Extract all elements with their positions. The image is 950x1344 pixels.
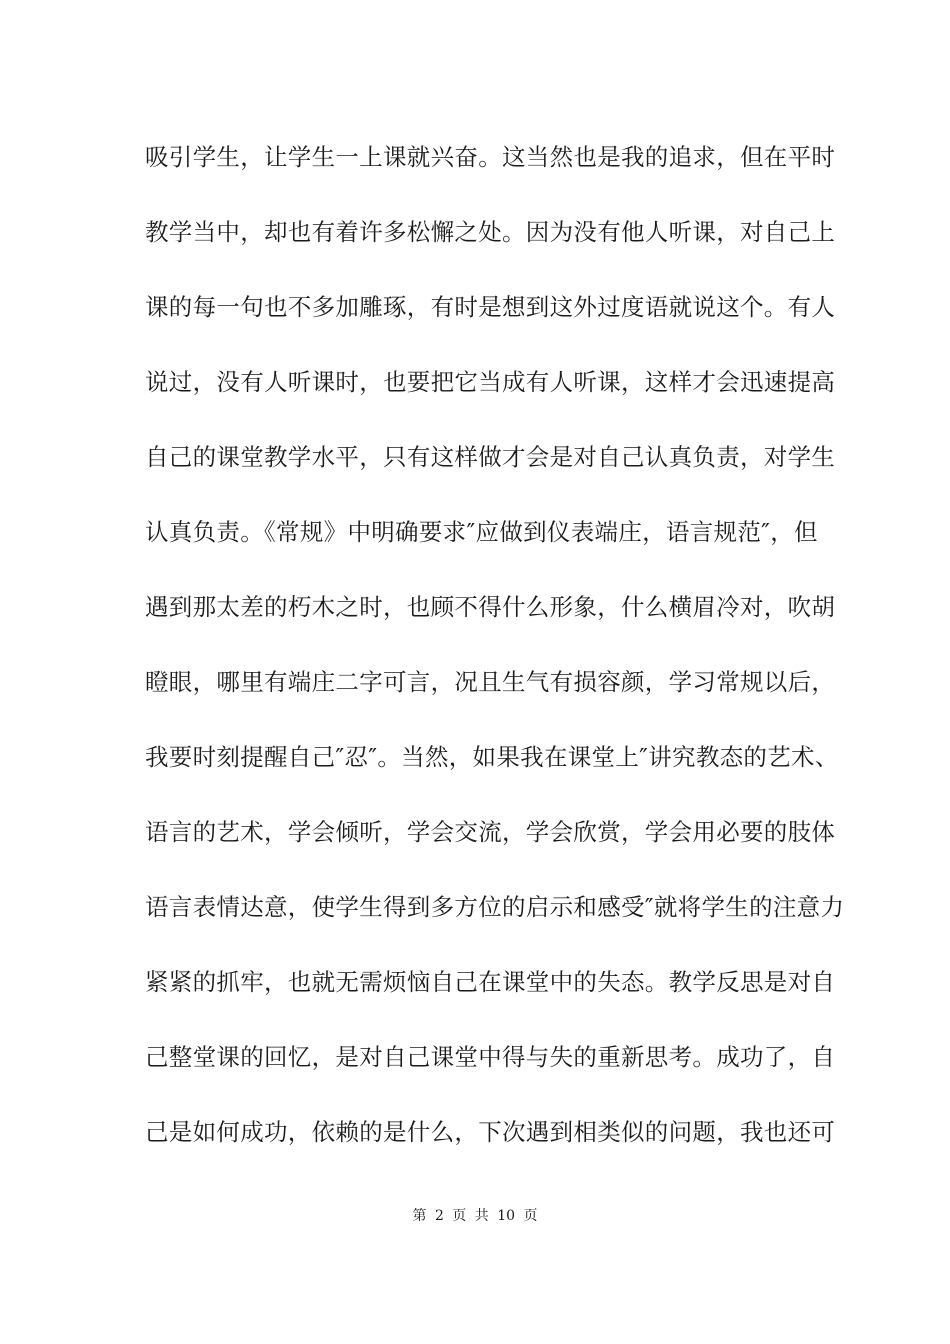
text-line: 说过，没有人听课时，也要把它当成有人听课，这样才会迅速提高 bbox=[145, 368, 836, 396]
text-line: 我要时刻提醒自己″忍″。当然，如果我在课堂上″讲究教态的艺术、 bbox=[145, 743, 839, 771]
body-text bbox=[145, 138, 845, 1188]
text-line: 自己的课堂教学水平，只有这样做才会是对自己认真负责，对学生 bbox=[145, 443, 836, 471]
text-line: 教学当中，却也有着许多松懈之处。因为没有他人听课，对自己上 bbox=[145, 218, 836, 246]
text-line: 己是如何成功，依赖的是什么，下次遇到相类似的问题，我也还可 bbox=[145, 1118, 836, 1146]
page-number-footer: 第 2 页 共 10 页 bbox=[412, 1208, 538, 1224]
text-line: 己整堂课的回忆，是对自己课堂中得与失的重新思考。成功了，自 bbox=[145, 1043, 836, 1071]
text-line: 课的每一句也不多加雕琢，有时是想到这外过度语就说这个。有人 bbox=[145, 293, 836, 321]
text-line: 认真负责。《常规》中明确要求″应做到仪表端庄，语言规范″，但 bbox=[145, 518, 818, 546]
text-line: 遇到那太差的朽木之时，也顾不得什么形象，什么横眉冷对，吹胡 bbox=[145, 593, 836, 621]
text-line: 吸引学生，让学生一上课就兴奋。这当然也是我的追求，但在平时 bbox=[145, 143, 836, 171]
text-line: 瞪眼，哪里有端庄二字可言，况且生气有损容颜，学习常规以后， bbox=[145, 668, 836, 696]
text-line: 紧紧的抓牢，也就无需烦恼自己在课堂中的失态。教学反思是对自 bbox=[145, 968, 836, 996]
text-line: 语言表情达意，使学生得到多方位的启示和感受″就将学生的注意力 bbox=[145, 893, 845, 921]
text-line: 语言的艺术，学会倾听，学会交流，学会欣赏，学会用必要的肢体 bbox=[145, 818, 836, 846]
